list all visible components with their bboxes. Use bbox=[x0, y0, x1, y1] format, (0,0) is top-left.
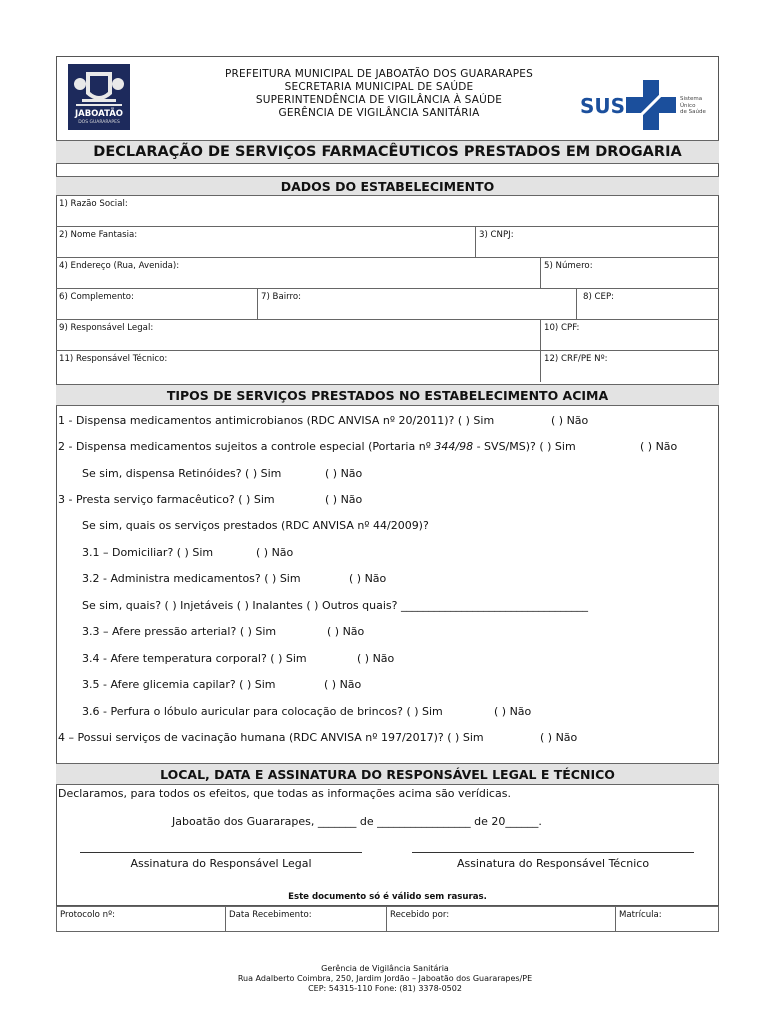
sus-sub-3: de Saúde bbox=[680, 109, 706, 115]
question-1-no[interactable]: ( ) Não bbox=[551, 414, 589, 427]
sus-sub-1: Sistema bbox=[680, 96, 703, 102]
header-line-2: SECRETARIA MUNICIPAL DE SAÚDE bbox=[284, 81, 474, 93]
field-data-recebimento[interactable]: Data Recebimento: bbox=[225, 906, 387, 932]
question-3-3[interactable]: 3.3 – Afere pressão arterial? ( ) Sim bbox=[82, 625, 277, 638]
question-3-1[interactable]: 3.1 – Domiciliar? ( ) Sim bbox=[82, 546, 214, 559]
sus-subtitle bbox=[680, 96, 706, 116]
question-3-6[interactable]: 3.6 - Perfura o lóbulo auricular para colocação de brincos? ( ) Sim bbox=[82, 705, 443, 718]
signature-label-tecnico: Assinatura do Responsável Técnico bbox=[456, 857, 650, 870]
header-line-1: PREFEITURA MUNICIPAL DE JABOATÃO DOS GUARARAPES bbox=[225, 68, 533, 80]
question-3-sub: Se sim, quais os serviços prestados (RDC ANVISA nº 44/2009)? bbox=[82, 519, 429, 532]
question-3-no[interactable]: ( ) Não bbox=[325, 493, 363, 506]
field-crf[interactable]: 12) CRF/PE Nº: bbox=[540, 351, 719, 382]
validity-note: Este documento só é válido sem rasuras. bbox=[288, 892, 487, 902]
footer-line-2: Rua Adalberto Coimbra, 250, Jardim Jordão – Jaboatão dos Guararapes/PE bbox=[237, 974, 533, 983]
field-resp-tecnico[interactable]: 11) Responsável Técnico: bbox=[59, 354, 168, 364]
field-cep[interactable]: 8) CEP: bbox=[576, 289, 719, 319]
signature-label-legal: Assinatura do Responsável Legal bbox=[130, 857, 312, 870]
question-3-2-sub[interactable]: Se sim, quais? ( ) Injetáveis ( ) Inalantes ( ) Outros quais? __________________________________ bbox=[82, 599, 588, 612]
header-line-4: GERÊNCIA DE VIGILÂNCIA SANITÁRIA bbox=[278, 107, 480, 119]
question-3-6-no[interactable]: ( ) Não bbox=[494, 705, 532, 718]
sus-logo bbox=[580, 80, 710, 130]
sus-sub-2: Único bbox=[680, 102, 696, 109]
sus-logo-text: SUS bbox=[580, 94, 626, 118]
field-protocolo[interactable]: Protocolo nº: bbox=[56, 906, 226, 932]
row-nome-fantasia bbox=[56, 227, 719, 258]
jaboatao-logo bbox=[68, 64, 130, 130]
field-resp-legal[interactable]: 9) Responsável Legal: bbox=[59, 323, 154, 333]
place-date-line[interactable]: Jaboatão dos Guararapes, _______ de _________________ de 20______. bbox=[172, 815, 542, 828]
question-4-no[interactable]: ( ) Não bbox=[540, 731, 578, 744]
row-complemento bbox=[56, 289, 719, 320]
footer-line-3: CEP: 54315-110 Fone: (81) 3378-0502 bbox=[308, 984, 462, 993]
declaration-text: Declaramos, para todos os efeitos, que todas as informações acima são verídicas. bbox=[58, 787, 511, 800]
logo-left-sub: DOS GUARARAPES bbox=[78, 120, 120, 125]
header-text bbox=[170, 68, 588, 120]
row-razao-social bbox=[56, 196, 719, 227]
question-2[interactable] bbox=[58, 440, 576, 454]
field-matricula[interactable]: Matrícula: bbox=[615, 906, 719, 932]
question-2-sub[interactable]: Se sim, dispensa Retinóides? ( ) Sim bbox=[82, 467, 282, 480]
field-recebido-por[interactable]: Recebido por: bbox=[386, 906, 616, 932]
field-complemento[interactable]: 6) Complemento: bbox=[59, 292, 134, 302]
question-3-3-no[interactable]: ( ) Não bbox=[327, 625, 365, 638]
question-3[interactable]: 3 - Presta serviço farmacêutico? ( ) Sim bbox=[58, 493, 275, 506]
question-3-1-no[interactable]: ( ) Não bbox=[256, 546, 294, 559]
question-3-4[interactable]: 3.4 - Afere temperatura corporal? ( ) Sim bbox=[82, 652, 307, 665]
field-endereco[interactable]: 4) Endereço (Rua, Avenida): bbox=[59, 261, 180, 271]
field-razao-social[interactable]: 1) Razão Social: bbox=[59, 199, 128, 209]
document-title: DECLARAÇÃO DE SERVIÇOS FARMACÊUTICOS PRESTADOS EM DROGARIA bbox=[56, 140, 719, 164]
question-3-4-no[interactable]: ( ) Não bbox=[357, 652, 395, 665]
footer-line-1: Gerência de Vigilância Sanitária bbox=[321, 964, 449, 973]
row-resp-legal bbox=[56, 320, 719, 351]
question-2-no[interactable]: ( ) Não bbox=[640, 440, 678, 453]
row-resp-tecnico bbox=[56, 351, 719, 382]
question-4[interactable]: 4 – Possui serviços de vacinação humana (RDC ANVISA nº 197/2017)? ( ) Sim bbox=[58, 731, 484, 744]
field-cpf[interactable]: 10) CPF: bbox=[540, 320, 719, 350]
question-3-2[interactable]: 3.2 - Administra medicamentos? ( ) Sim bbox=[82, 572, 301, 585]
question-3-2-no[interactable]: ( ) Não bbox=[349, 572, 387, 585]
field-numero[interactable]: 5) Número: bbox=[540, 258, 719, 288]
question-2-text-b: - SVS/MS)? ( ) Sim bbox=[473, 440, 576, 453]
question-3-5-no[interactable]: ( ) Não bbox=[324, 678, 362, 691]
section-assinatura-title: LOCAL, DATA E ASSINATURA DO RESPONSÁVEL LEGAL E TÉCNICO bbox=[56, 763, 719, 785]
question-2-sub-no[interactable]: ( ) Não bbox=[325, 467, 363, 480]
question-2-portaria: 344/98 bbox=[434, 440, 474, 453]
field-cnpj[interactable]: 3) CNPJ: bbox=[475, 227, 719, 257]
field-bairro[interactable]: 7) Bairro: bbox=[257, 289, 576, 319]
protocol-row bbox=[56, 906, 719, 932]
signature-line-tecnico[interactable] bbox=[412, 852, 694, 853]
row-endereco bbox=[56, 258, 719, 289]
question-3-5[interactable]: 3.5 - Afere glicemia capilar? ( ) Sim bbox=[82, 678, 276, 691]
section-servicos-title: TIPOS DE SERVIÇOS PRESTADOS NO ESTABELECIMENTO ACIMA bbox=[56, 384, 719, 406]
sus-cross-icon bbox=[626, 80, 676, 130]
header-line-3: SUPERINTENDÊNCIA DE VIGILÂNCIA À SAÚDE bbox=[255, 94, 503, 106]
signature-line-legal[interactable] bbox=[80, 852, 362, 853]
section-dados-title: DADOS DO ESTABELECIMENTO bbox=[56, 176, 719, 196]
question-2-text-a: 2 - Dispensa medicamentos sujeitos a controle especial (Portaria nº bbox=[58, 440, 435, 453]
logo-left-text: JABOATÃO bbox=[74, 109, 124, 119]
footer bbox=[200, 964, 570, 994]
question-1[interactable]: 1 - Dispensa medicamentos antimicrobianos (RDC ANVISA nº 20/2011)? ( ) Sim bbox=[58, 414, 495, 427]
field-nome-fantasia[interactable]: 2) Nome Fantasia: bbox=[59, 230, 138, 240]
